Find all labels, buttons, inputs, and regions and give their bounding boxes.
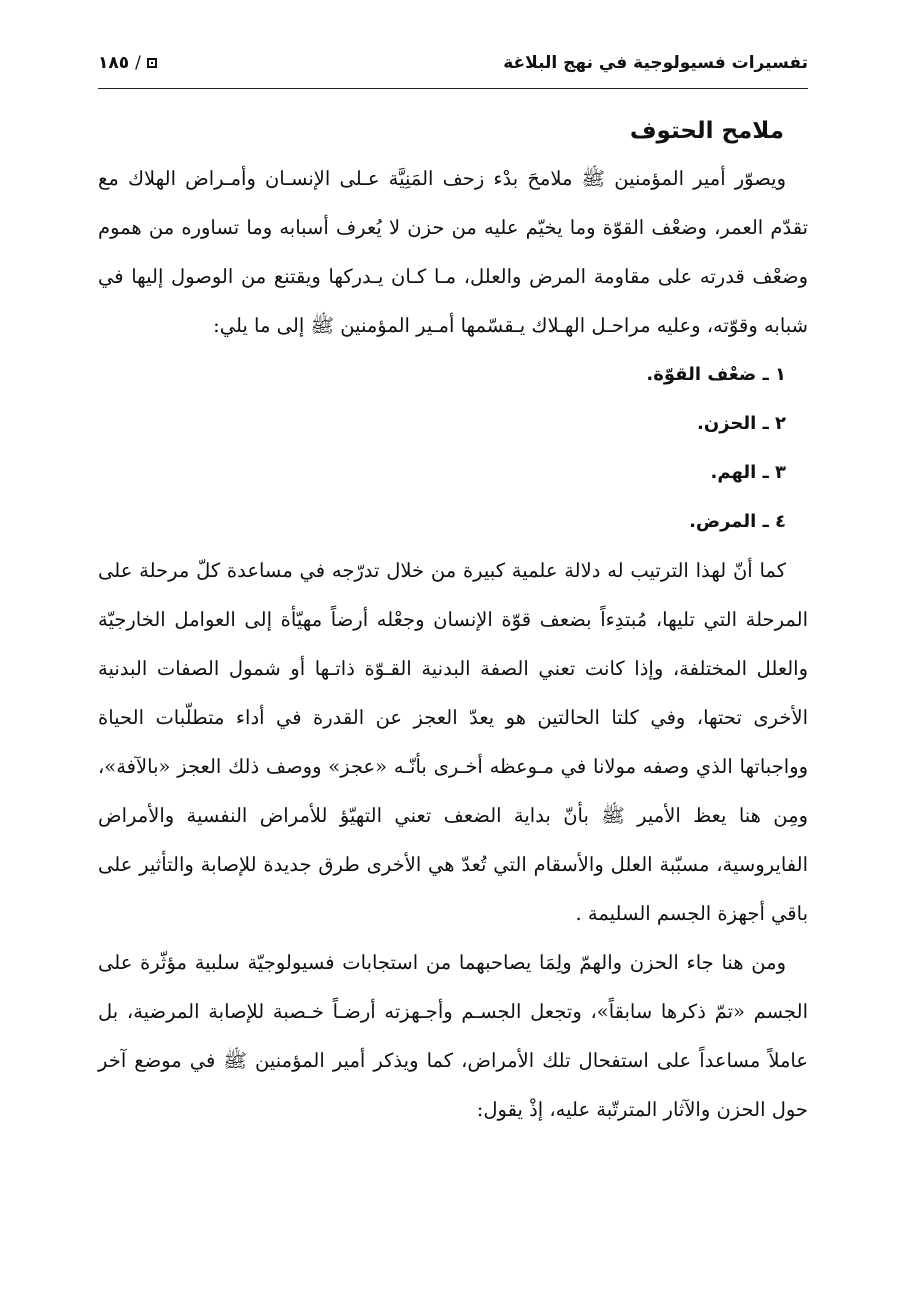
page-number: ١٨٥ <box>98 53 130 73</box>
running-title: تفسيرات فسيولوجية في نهج البلاغة <box>503 53 808 73</box>
page-body <box>98 108 808 1134</box>
section-title: ملامح الحتوف <box>629 118 784 144</box>
paragraph-analysis: كما أنّ لهذا الترتيب له دلالة علمية كبيرة من خلال تدرّجه في مساعدة كلّ مرحلة على المرحلة التي تليها، مُبتدِءاً بضعف قوّة الإنسان وجعْله أرضاً مهيّأة إلى العوامل الخارجيّة والعلل المختلفة، وإذا كانت تعني الصفة البدنية القـوّة ذاتـها أو شمول الصفات البدنية الأخرى تحتها، وفي كلتا الحالتين هو يعدّ العجز عن القدرة في أداء متطلّبات الحياة وواجباتها الذي وصفه مولانا في مـوعظه أخـرى بأنّـه «عجز» ووصف ذلك العجز «بالآفة»، ومِن هنا يعظ الأمير ﷺ بأنّ بداية الضعف تعني التهيّؤ للأمراض النفسية والأمراض الفايروسية، مسبّبة العلل والأسقام التي تُعدّ هي الأخرى طرق جديدة للإصابة والتأثير على باقي أجهزة الجسم السليمة . <box>98 559 808 925</box>
page-number-group <box>98 53 157 73</box>
header-rule <box>98 88 808 89</box>
list-item: ٢ ـ الحزن. <box>697 413 786 434</box>
page-header <box>98 48 808 78</box>
stages-list <box>98 350 808 546</box>
list-item: ١ ـ ضعْف القوّة. <box>646 364 786 385</box>
paragraph-intro: ويصوّر أمير المؤمنين ﷺ ملامحَ بدْء زحف المَنِيَّة عـلى الإنسـان وأمـراض الهلاك مع تقدّم العمر، وضعْف القوّة وما يخيّم عليه من حزن لا يُعرف أسبابه وما تساوره من هموم وضعْف قدرته على مقاومة المرض والعلل، مـا كـان يـدركها ويقتنع من الوصول إليها في شبابه وقوّته، وعليه مراحـل الهـلاك يـقسّمها أمـير المؤمنين ﷺ إلى ما يلي: <box>98 167 808 337</box>
book-icon <box>147 58 157 68</box>
list-item: ٣ ـ الهم. <box>710 462 786 483</box>
page-separator: / <box>135 53 141 73</box>
list-item: ٤ ـ المرض. <box>689 511 786 532</box>
paragraph-conclusion: ومن هنا جاء الحزن والهمّ ولِمَا يصاحبهما من استجابات فسيولوجيّة سلبية مؤثّرة على الجسم «تمّ ذكرها سابقاً»، وتجعل الجسـم وأجـهزته أرضـاً خـصبة للإصابة المرضية، بل عاملاً مساعداً على استفحال تلك الأمراض، كما ويذكر أمير المؤمنين ﷺ في موضع آخر حول الحزن والآثار المترتّبة عليه، إذْ يقول: <box>98 951 808 1121</box>
